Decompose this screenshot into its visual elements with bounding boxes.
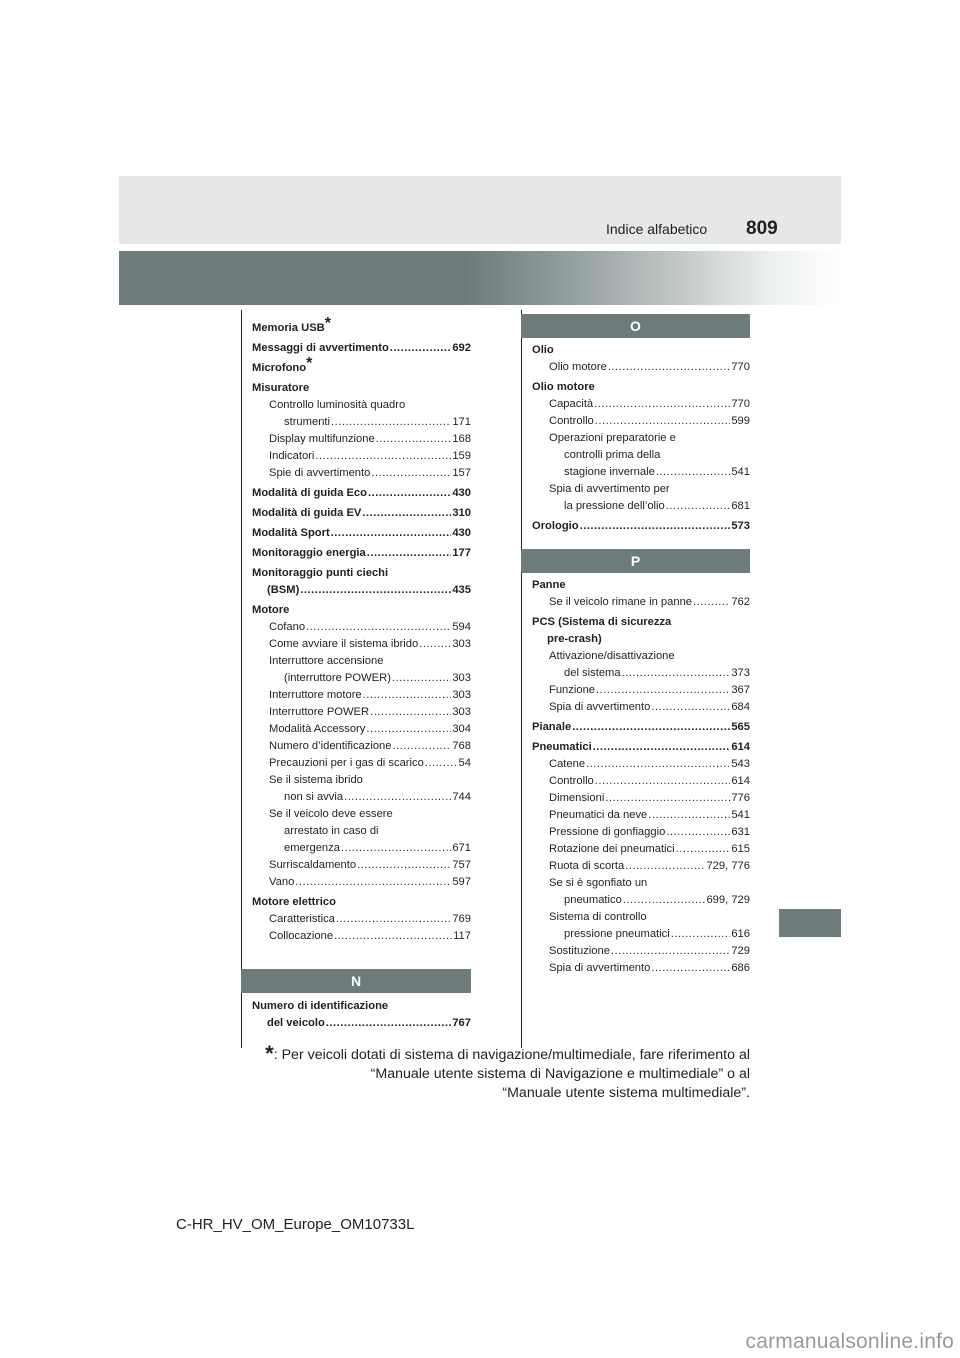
index-entry-page: 770: [731, 398, 750, 410]
index-entry-page: 686: [731, 962, 750, 974]
index-entry-page: 762: [731, 596, 750, 608]
index-entry-page: 541: [731, 466, 750, 478]
dot-leader: [326, 1015, 452, 1032]
dot-leader: [693, 594, 730, 611]
index-entry-label: Indicatori: [269, 450, 315, 462]
index-entry-label: Spia di avvertimento per: [549, 483, 670, 495]
index-entry-page: 541: [731, 809, 750, 821]
index-entry-label: pneumatico: [564, 894, 622, 906]
index-entry: [532, 518, 750, 535]
dot-leader: [622, 665, 731, 682]
index-entry: [252, 619, 471, 636]
index-entry: [252, 755, 471, 772]
index-entry-label: Cofano: [269, 621, 306, 633]
index-entry: [532, 379, 750, 396]
index-entry-label: Sistema di controllo: [549, 911, 647, 923]
index-entry: [252, 823, 471, 840]
page-number: 809: [746, 218, 778, 239]
dot-leader: [331, 525, 452, 542]
index-entry-page: 594: [452, 621, 471, 633]
index-entry-page: 177: [452, 547, 471, 559]
index-entry: [252, 998, 471, 1015]
index-entry-page: 729, 776: [706, 860, 750, 872]
dot-leader: [593, 739, 731, 756]
index-entry-label: Olio motore: [549, 361, 607, 373]
index-entry-label: Surriscaldamento: [269, 859, 357, 871]
index-entry-label: emergenza: [284, 842, 340, 854]
index-entry-page: 744: [452, 791, 471, 803]
index-entry-page: 616: [731, 928, 750, 940]
index-entry: [252, 928, 471, 945]
index-entry-page: 770: [731, 361, 750, 373]
dot-leader: [586, 756, 730, 773]
index-entry: [532, 464, 750, 481]
index-entry: [252, 840, 471, 857]
header-bar: [119, 176, 841, 244]
index-entry: [252, 721, 471, 738]
chapter-tab: [779, 909, 841, 937]
index-entry: [532, 665, 750, 682]
index-entry-page: 367: [731, 684, 750, 696]
index-entry-label: Pianale: [532, 721, 572, 733]
index-entry-page: 430: [452, 487, 471, 499]
index-entry-page: 171: [452, 416, 471, 428]
o-entries: [532, 342, 750, 535]
index-entry-page: 631: [731, 826, 750, 838]
dot-leader: [331, 414, 451, 431]
dot-leader: [656, 464, 731, 481]
index-entry: [532, 719, 750, 736]
index-entry-label: Caratteristica: [269, 913, 335, 925]
index-entry: [252, 340, 471, 357]
index-entry: [532, 943, 750, 960]
index-entry-label: Operazioni preparatorie e: [549, 432, 676, 444]
index-entry: [532, 790, 750, 807]
index-entry: [252, 602, 471, 619]
index-entry-page: 435: [452, 584, 471, 596]
index-entry-label: Pneumatici da neve: [549, 809, 648, 821]
dot-leader: [334, 928, 452, 945]
dot-leader: [666, 498, 731, 515]
index-entry-label: Spie di avvertimento: [269, 467, 371, 479]
dot-leader: [341, 840, 451, 857]
index-entry-page: 767: [452, 1017, 471, 1029]
dot-leader: [623, 892, 706, 909]
index-entry: [252, 636, 471, 653]
index-entry-label: Rotazione dei pneumatici: [549, 843, 675, 855]
index-entry-page: 117: [453, 930, 471, 942]
dot-leader: [572, 719, 730, 736]
n-entries: [252, 998, 471, 1032]
dot-leader: [611, 943, 730, 960]
header-gradient-band: [119, 251, 841, 305]
index-entry: [532, 594, 750, 611]
dot-leader: [371, 465, 451, 482]
index-entry-label: Controllo luminosità quadro: [269, 399, 406, 411]
index-entry: [252, 315, 471, 337]
index-entry: [252, 565, 471, 582]
index-entry: [252, 355, 471, 377]
index-entry-label: la pressione dell’olio: [564, 500, 665, 512]
index-entry: [532, 858, 750, 875]
index-column-right: [532, 314, 750, 977]
watermark: carmanualsonline.info: [745, 1330, 954, 1353]
asterisk-mark: *: [306, 355, 313, 373]
index-entry-label: Controllo: [549, 775, 594, 787]
index-entry: [252, 465, 471, 482]
index-entry-label: Messaggi di avvertimento: [252, 342, 389, 354]
index-entry-label: Sostituzione: [549, 945, 610, 957]
index-entry-page: 573: [731, 520, 750, 532]
index-entry: [532, 481, 750, 498]
index-entry: [532, 648, 750, 665]
index-entry: [532, 447, 750, 464]
index-entry: [252, 789, 471, 806]
p-entries: [532, 577, 750, 977]
index-entry-label: del veicolo: [267, 1017, 325, 1029]
left-column-rule: [241, 310, 242, 1048]
index-entry-label: Pressione di gonfiaggio: [549, 826, 666, 838]
dot-leader: [595, 773, 731, 790]
index-entry-page: 614: [731, 775, 750, 787]
index-entry: [252, 1015, 471, 1032]
index-entry: [532, 756, 750, 773]
index-entry-page: 757: [452, 859, 471, 871]
index-entry-page: 597: [452, 876, 471, 888]
dot-leader: [306, 619, 451, 636]
index-entry-label: Monitoraggio energia: [252, 547, 366, 559]
section-header-n: N: [241, 969, 471, 993]
index-entry-page: 699, 729: [706, 894, 750, 906]
index-entry: [532, 498, 750, 515]
index-entry: [532, 430, 750, 447]
index-entry-page: 159: [452, 450, 471, 462]
header-section-title: Indice alfabetico: [606, 221, 708, 237]
index-entry: [252, 582, 471, 599]
index-entry: [252, 414, 471, 431]
index-entry-page: 565: [731, 721, 750, 733]
footnote-line-2: “Manuale utente sistema di Navigazione e multimediale” o al: [370, 1066, 750, 1082]
dot-leader: [580, 518, 731, 535]
right-column-rule: [521, 310, 522, 1048]
index-entry-label: Se il veicolo rimane in panne: [549, 596, 693, 608]
index-entry-page: 729: [731, 945, 750, 957]
index-entry-label: non si avvia: [284, 791, 344, 803]
index-entry-label: Olio motore: [532, 381, 595, 393]
dot-leader: [357, 857, 451, 874]
index-entry: [252, 380, 471, 397]
index-entry: [252, 525, 471, 542]
dot-leader: [295, 874, 451, 891]
index-entry: [532, 614, 750, 631]
index-entry: [532, 739, 750, 756]
index-entry: [532, 631, 750, 648]
dot-leader: [363, 687, 452, 704]
index-entry-label: Motore elettrico: [252, 896, 336, 908]
dot-leader: [594, 396, 730, 413]
index-entry-label: Spia di avvertimento: [549, 701, 651, 713]
footnote-asterisk: *: [265, 1041, 274, 1066]
index-entry-label: controlli prima della: [564, 449, 661, 461]
index-entry-page: 614: [731, 741, 750, 753]
index-entry-label: Catene: [549, 758, 586, 770]
index-entry-label: Panne: [532, 579, 566, 591]
index-entry: [252, 505, 471, 522]
index-entry-label: Olio: [532, 344, 554, 356]
index-entry: [532, 824, 750, 841]
index-entry: [532, 682, 750, 699]
dot-leader: [595, 413, 731, 430]
dot-leader: [315, 448, 451, 465]
index-entry: [252, 670, 471, 687]
index-entry-label: Vano: [269, 876, 295, 888]
dot-leader: [392, 670, 451, 687]
index-entry-label: Funzione: [549, 684, 596, 696]
section-header-o: O: [521, 314, 750, 338]
index-entry: [252, 806, 471, 823]
index-entry-label: Precauzioni per i gas di scarico: [269, 757, 424, 769]
dot-leader: [366, 721, 451, 738]
asterisk-mark: *: [324, 315, 331, 333]
index-entry: [252, 704, 471, 721]
index-entry-label: Se il sistema ibrido: [269, 774, 363, 786]
dot-leader: [344, 789, 451, 806]
index-entry: [252, 857, 471, 874]
index-entry-label: arrestato in caso di: [284, 825, 379, 837]
dot-leader: [370, 704, 451, 721]
index-entry-label: (BSM): [267, 584, 300, 596]
index-entry: [252, 485, 471, 502]
index-entry: [252, 653, 471, 670]
index-entry-page: 599: [731, 415, 750, 427]
dot-leader: [300, 582, 451, 599]
index-entry-label: Pneumatici: [532, 741, 592, 753]
dot-leader: [648, 807, 730, 824]
index-entry-label: Collocazione: [269, 930, 334, 942]
index-entry-label: Modalità Accessory: [269, 723, 366, 735]
index-entry: [532, 773, 750, 790]
index-entry-label: Modalità di guida Eco: [252, 487, 367, 499]
index-entry-label: strumenti: [284, 416, 331, 428]
index-entry-label: Modalità Sport: [252, 527, 330, 539]
index-entry: [532, 396, 750, 413]
index-entry-label: Spia di avvertimento: [549, 962, 651, 974]
dot-leader: [651, 699, 730, 716]
dot-leader: [368, 485, 451, 502]
index-entry: [532, 960, 750, 977]
index-entry-label: pre-crash): [547, 633, 602, 645]
index-entry-label: Microfono*: [252, 355, 313, 374]
dot-leader: [336, 911, 451, 928]
index-entry-page: 684: [731, 701, 750, 713]
index-entry-page: 430: [452, 527, 471, 539]
dot-leader: [676, 841, 731, 858]
dot-leader: [608, 359, 731, 376]
dot-leader: [362, 505, 451, 522]
section-header-p: P: [521, 549, 750, 573]
index-entry-page: 303: [452, 672, 471, 684]
index-entry-label: Modalità di guida EV: [252, 507, 362, 519]
index-entry: [532, 875, 750, 892]
index-entry: [532, 699, 750, 716]
index-entry: [532, 926, 750, 943]
index-entry-page: 168: [452, 433, 471, 445]
footnote-line-3: “Manuale utente sistema multimediale”.: [502, 1085, 750, 1101]
index-entry-page: 54: [458, 757, 471, 769]
footnote: [190, 1041, 750, 1103]
index-entry-page: 543: [731, 758, 750, 770]
index-entry: [532, 807, 750, 824]
index-entry: [532, 909, 750, 926]
index-entry-page: 768: [452, 740, 471, 752]
index-entry-label: Display multifunzione: [269, 433, 375, 445]
index-entry-label: stagione invernale: [564, 466, 655, 478]
index-entry-label: (interruttore POWER): [284, 672, 391, 684]
index-entry-label: Controllo: [549, 415, 594, 427]
index-entry-label: Interruttore POWER: [269, 706, 370, 718]
index-entry: [252, 448, 471, 465]
index-entry-page: 373: [731, 667, 750, 679]
dot-leader: [425, 755, 458, 772]
index-entry-label: del sistema: [564, 667, 621, 679]
dot-leader: [419, 636, 451, 653]
index-entry: [252, 894, 471, 911]
dot-leader: [605, 790, 730, 807]
index-entry-label: Numero d’identificazione: [269, 740, 392, 752]
index-entry: [252, 431, 471, 448]
dot-leader: [666, 824, 730, 841]
dot-leader: [390, 340, 452, 357]
index-entry-label: Numero di identificazione: [252, 1000, 389, 1012]
document-id: C-HR_HV_OM_Europe_OM10733L: [176, 1216, 415, 1233]
index-entry-page: 671: [452, 842, 471, 854]
index-entry-label: Se il veicolo deve essere: [269, 808, 393, 820]
index-column-left: [252, 315, 471, 1032]
index-entry: [532, 892, 750, 909]
dot-leader: [393, 738, 452, 755]
index-entry-page: 304: [452, 723, 471, 735]
index-entry-label: Motore: [252, 604, 290, 616]
dot-leader: [671, 926, 731, 943]
index-entry: [252, 687, 471, 704]
index-entry-label: Se si è sgonfiato un: [549, 877, 648, 889]
index-entry-label: Interruttore motore: [269, 689, 362, 701]
index-entry-label: Ruota di scorta: [549, 860, 625, 872]
index-entry-page: 310: [452, 507, 471, 519]
index-entry-label: Interruttore accensione: [269, 655, 384, 667]
index-entry: [532, 841, 750, 858]
index-entry-label: Orologio: [532, 520, 579, 532]
index-entry-label: Dimensioni: [549, 792, 605, 804]
index-entry: [532, 577, 750, 594]
index-entry: [252, 772, 471, 789]
dot-leader: [625, 858, 705, 875]
index-entry-page: 303: [452, 689, 471, 701]
left-entries: [252, 315, 471, 945]
index-entry-page: 776: [731, 792, 750, 804]
index-entry: [252, 874, 471, 891]
index-entry: [532, 413, 750, 430]
index-entry-label: PCS (Sistema di sicurezza: [532, 616, 672, 628]
index-entry: [532, 359, 750, 376]
index-entry-label: Memoria USB*: [252, 315, 331, 334]
index-entry-label: Capacità: [549, 398, 594, 410]
index-entry-label: Attivazione/disattivazione: [549, 650, 675, 662]
index-entry: [252, 545, 471, 562]
index-entry-label: Come avviare il sistema ibrido: [269, 638, 419, 650]
footnote-line-1: *: Per veicoli dotati di sistema di navigazione/multimediale, fare riferimento al: [265, 1041, 750, 1066]
index-entry-label: Misuratore: [252, 382, 310, 394]
index-entry-page: 303: [452, 706, 471, 718]
index-entry-page: 681: [731, 500, 750, 512]
index-entry-page: 769: [452, 913, 471, 925]
dot-leader: [651, 960, 730, 977]
dot-leader: [596, 682, 730, 699]
index-entry-page: 692: [452, 342, 471, 354]
index-entry: [252, 397, 471, 414]
index-entry-page: 303: [452, 638, 471, 650]
index-entry-page: 615: [731, 843, 750, 855]
index-entry-page: 157: [452, 467, 471, 479]
index-entry: [252, 738, 471, 755]
index-entry: [252, 911, 471, 928]
index-entry-label: Monitoraggio punti ciechi: [252, 567, 389, 579]
index-entry-label: pressione pneumatici: [564, 928, 670, 940]
index-entry: [532, 342, 750, 359]
dot-leader: [376, 431, 452, 448]
dot-leader: [367, 545, 452, 562]
